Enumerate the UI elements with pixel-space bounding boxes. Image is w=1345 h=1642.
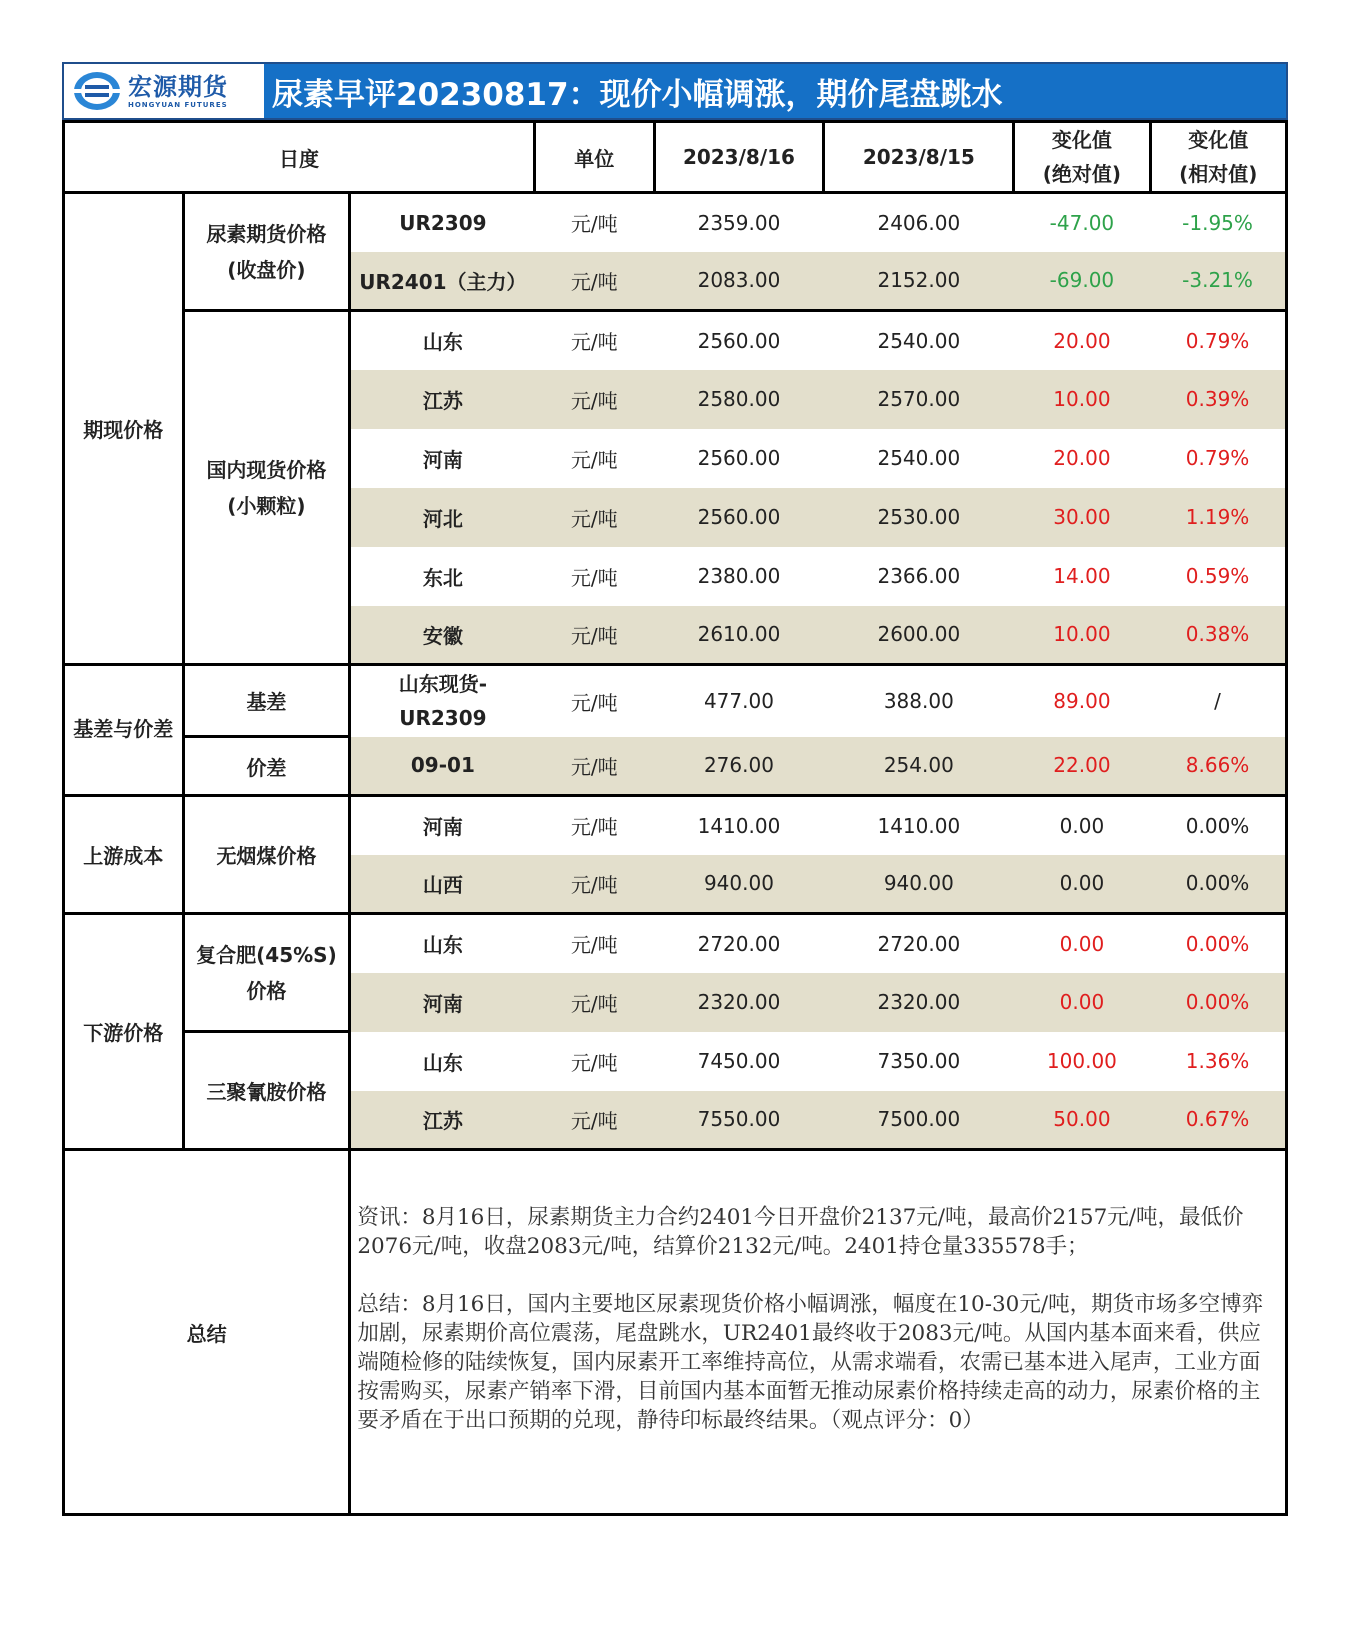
price-table xyxy=(62,120,1288,1516)
value-date1: 2083.00 xyxy=(654,252,824,311)
abs-change-cell: -47.00 xyxy=(1014,193,1150,252)
value-date2: 2540.00 xyxy=(824,429,1014,488)
abs-change-cell: 20.00 xyxy=(1014,429,1150,488)
table-row xyxy=(64,796,1287,855)
unit-cell: 元/吨 xyxy=(534,547,654,606)
rel-change-cell: -1.95% xyxy=(1150,193,1286,252)
abs-change-cell: 0.00 xyxy=(1014,973,1150,1032)
logo-name-en: HONGYUAN FUTURES xyxy=(128,100,228,109)
abs-change-cell: 22.00 xyxy=(1014,737,1150,796)
abs-change-cell: 0.00 xyxy=(1014,796,1150,855)
value-date1: 2560.00 xyxy=(654,488,824,547)
abs-change-cell: 100.00 xyxy=(1014,1032,1150,1091)
abs-change-cell: -69.00 xyxy=(1014,252,1150,311)
rel-change-line1: 变化值 xyxy=(1188,128,1249,152)
unit-cell: 元/吨 xyxy=(534,1032,654,1091)
item-cell: UR2309 xyxy=(350,193,535,252)
col-header-rel-change xyxy=(1150,122,1286,193)
report xyxy=(62,62,1288,1516)
rel-change-cell: 0.59% xyxy=(1150,547,1286,606)
item-cell: 河南 xyxy=(350,429,535,488)
subgroup-spread: 价差 xyxy=(183,737,350,796)
rel-change-cell: 0.39% xyxy=(1150,370,1286,429)
value-date2: 1410.00 xyxy=(824,796,1014,855)
group-upstream: 上游成本 xyxy=(64,796,184,914)
logo-name-cn: 宏源期货 xyxy=(128,72,228,101)
abs-change-line2: (绝对值) xyxy=(1042,162,1122,186)
futures-price-line1: 尿素期货价格 xyxy=(206,221,327,246)
unit-cell: 元/吨 xyxy=(534,914,654,973)
value-date1: 7550.00 xyxy=(654,1091,824,1150)
rel-change-cell: 0.79% xyxy=(1150,311,1286,370)
item-cell: 河北 xyxy=(350,488,535,547)
value-date1: 2610.00 xyxy=(654,606,824,665)
futures-price-line2: (收盘价) xyxy=(227,257,306,282)
rel-change-cell: 1.19% xyxy=(1150,488,1286,547)
rel-change-cell: 0.79% xyxy=(1150,429,1286,488)
value-date2: 2320.00 xyxy=(824,973,1014,1032)
value-date1: 2580.00 xyxy=(654,370,824,429)
abs-change-cell: 10.00 xyxy=(1014,606,1150,665)
value-date2: 2530.00 xyxy=(824,488,1014,547)
unit-cell: 元/吨 xyxy=(534,370,654,429)
value-date1: 2560.00 xyxy=(654,311,824,370)
item-cell: 河南 xyxy=(350,796,535,855)
summary-news: 资讯：8月16日，尿素期货主力合约2401今日开盘价2137元/吨，最高价2157元/吨，最低价2076元/吨，收盘2083元/吨，结算价2132元/吨。2401持仓量335578手； xyxy=(357,1205,1244,1259)
unit-cell: 元/吨 xyxy=(534,488,654,547)
value-date2: 2600.00 xyxy=(824,606,1014,665)
table-row xyxy=(64,311,1287,370)
col-header-date1: 2023/8/16 xyxy=(654,122,824,193)
table-row xyxy=(64,1032,1287,1091)
summary-row xyxy=(64,1150,1287,1515)
table-row xyxy=(64,665,1287,737)
unit-cell: 元/吨 xyxy=(534,796,654,855)
subgroup-compound-fertilizer xyxy=(183,914,350,1032)
value-date2: 2366.00 xyxy=(824,547,1014,606)
domestic-spot-line1: 国内现货价格 xyxy=(206,457,327,482)
value-date1: 940.00 xyxy=(654,855,824,914)
summary-label: 总结 xyxy=(64,1150,350,1515)
unit-cell: 元/吨 xyxy=(534,606,654,665)
abs-change-cell: 30.00 xyxy=(1014,488,1150,547)
item-line1: 山东现货- xyxy=(398,672,488,697)
unit-cell: 元/吨 xyxy=(534,193,654,252)
value-date2: 2152.00 xyxy=(824,252,1014,311)
subgroup-futures-price xyxy=(183,193,350,311)
item-cell: 山西 xyxy=(350,855,535,914)
rel-change-cell: 0.38% xyxy=(1150,606,1286,665)
value-date2: 7500.00 xyxy=(824,1091,1014,1150)
unit-cell: 元/吨 xyxy=(534,429,654,488)
rel-change-cell: 1.36% xyxy=(1150,1032,1286,1091)
table-row xyxy=(64,737,1287,796)
value-date2: 2720.00 xyxy=(824,914,1014,973)
report-title: 尿素早评20230817：现价小幅调涨，期价尾盘跳水 xyxy=(264,64,1286,118)
item-cell: 东北 xyxy=(350,547,535,606)
rel-change-cell: 0.00% xyxy=(1150,796,1286,855)
subgroup-basis: 基差 xyxy=(183,665,350,737)
company-logo xyxy=(64,64,264,118)
unit-cell: 元/吨 xyxy=(534,311,654,370)
value-date2: 254.00 xyxy=(824,737,1014,796)
col-header-unit: 单位 xyxy=(534,122,654,193)
item-line2: UR2309 xyxy=(399,706,487,731)
summary-conclusion: 总结：8月16日，国内主要地区尿素现货价格小幅调涨，幅度在10-30元/吨，期货市场多空博弈加剧，尿素期价高位震荡，尾盘跳水，UR2401最终收于2083元/吨。从国内基本面来看，供应端随检修的陆续恢复，国内尿素开工率维持高位，从需求端看，农需已基本进入尾声，工业方面按需购买，尿素产销率下滑，目前国内基本面暂无推动尿素价格持续走高的动力，尿素价格的主要矛盾在于出口预期的兑现，静待印标最终结果。（观点评分：0） xyxy=(357,1292,1264,1433)
value-date1: 7450.00 xyxy=(654,1032,824,1091)
unit-cell: 元/吨 xyxy=(534,855,654,914)
col-header-abs-change xyxy=(1014,122,1150,193)
abs-change-cell: 10.00 xyxy=(1014,370,1150,429)
rel-change-cell: -3.21% xyxy=(1150,252,1286,311)
header-banner xyxy=(62,62,1288,120)
abs-change-cell: 20.00 xyxy=(1014,311,1150,370)
col-header-date2: 2023/8/15 xyxy=(824,122,1014,193)
rel-change-cell: 8.66% xyxy=(1150,737,1286,796)
value-date1: 2380.00 xyxy=(654,547,824,606)
unit-cell: 元/吨 xyxy=(534,737,654,796)
value-date2: 388.00 xyxy=(824,665,1014,737)
value-date1: 477.00 xyxy=(654,665,824,737)
table-row xyxy=(64,914,1287,973)
abs-change-cell: 0.00 xyxy=(1014,914,1150,973)
value-date1: 2320.00 xyxy=(654,973,824,1032)
item-cell: 山东 xyxy=(350,914,535,973)
value-date1: 2720.00 xyxy=(654,914,824,973)
header-row xyxy=(64,122,1287,193)
rel-change-cell: 0.67% xyxy=(1150,1091,1286,1150)
item-cell: UR2401（主力） xyxy=(350,252,535,311)
subgroup-melamine: 三聚氰胺价格 xyxy=(183,1032,350,1150)
abs-change-cell: 14.00 xyxy=(1014,547,1150,606)
value-date2: 2540.00 xyxy=(824,311,1014,370)
col-header-period: 日度 xyxy=(64,122,535,193)
value-date1: 1410.00 xyxy=(654,796,824,855)
summary-text xyxy=(350,1150,1287,1515)
unit-cell: 元/吨 xyxy=(534,973,654,1032)
item-cell: 09-01 xyxy=(350,737,535,796)
abs-change-cell: 0.00 xyxy=(1014,855,1150,914)
group-basis-spread: 基差与价差 xyxy=(64,665,184,796)
item-cell: 河南 xyxy=(350,973,535,1032)
item-cell: 安徽 xyxy=(350,606,535,665)
value-date1: 276.00 xyxy=(654,737,824,796)
table-row xyxy=(64,193,1287,252)
unit-cell: 元/吨 xyxy=(534,252,654,311)
item-cell: 山东 xyxy=(350,311,535,370)
compound-line1: 复合肥(45%S) xyxy=(196,942,337,967)
value-date1: 2359.00 xyxy=(654,193,824,252)
item-cell: 江苏 xyxy=(350,370,535,429)
group-downstream: 下游价格 xyxy=(64,914,184,1150)
unit-cell: 元/吨 xyxy=(534,665,654,737)
value-date2: 2570.00 xyxy=(824,370,1014,429)
abs-change-line1: 变化值 xyxy=(1051,128,1112,152)
abs-change-cell: 89.00 xyxy=(1014,665,1150,737)
logo-mark-icon xyxy=(72,70,122,112)
rel-change-cell: 0.00% xyxy=(1150,855,1286,914)
abs-change-cell: 50.00 xyxy=(1014,1091,1150,1150)
rel-change-line2: (相对值) xyxy=(1179,162,1258,186)
subgroup-domestic-spot xyxy=(183,311,350,665)
item-cell: 山东 xyxy=(350,1032,535,1091)
unit-cell: 元/吨 xyxy=(534,1091,654,1150)
item-cell: 江苏 xyxy=(350,1091,535,1150)
rel-change-cell: 0.00% xyxy=(1150,914,1286,973)
rel-change-cell: 0.00% xyxy=(1150,973,1286,1032)
domestic-spot-line2: (小颗粒) xyxy=(227,493,306,518)
item-cell xyxy=(350,665,535,737)
subgroup-anthracite: 无烟煤价格 xyxy=(183,796,350,914)
group-spot-futures: 期现价格 xyxy=(64,193,184,665)
value-date2: 7350.00 xyxy=(824,1032,1014,1091)
value-date2: 940.00 xyxy=(824,855,1014,914)
compound-line2: 价格 xyxy=(246,978,287,1003)
value-date2: 2406.00 xyxy=(824,193,1014,252)
value-date1: 2560.00 xyxy=(654,429,824,488)
rel-change-cell: / xyxy=(1150,665,1286,737)
